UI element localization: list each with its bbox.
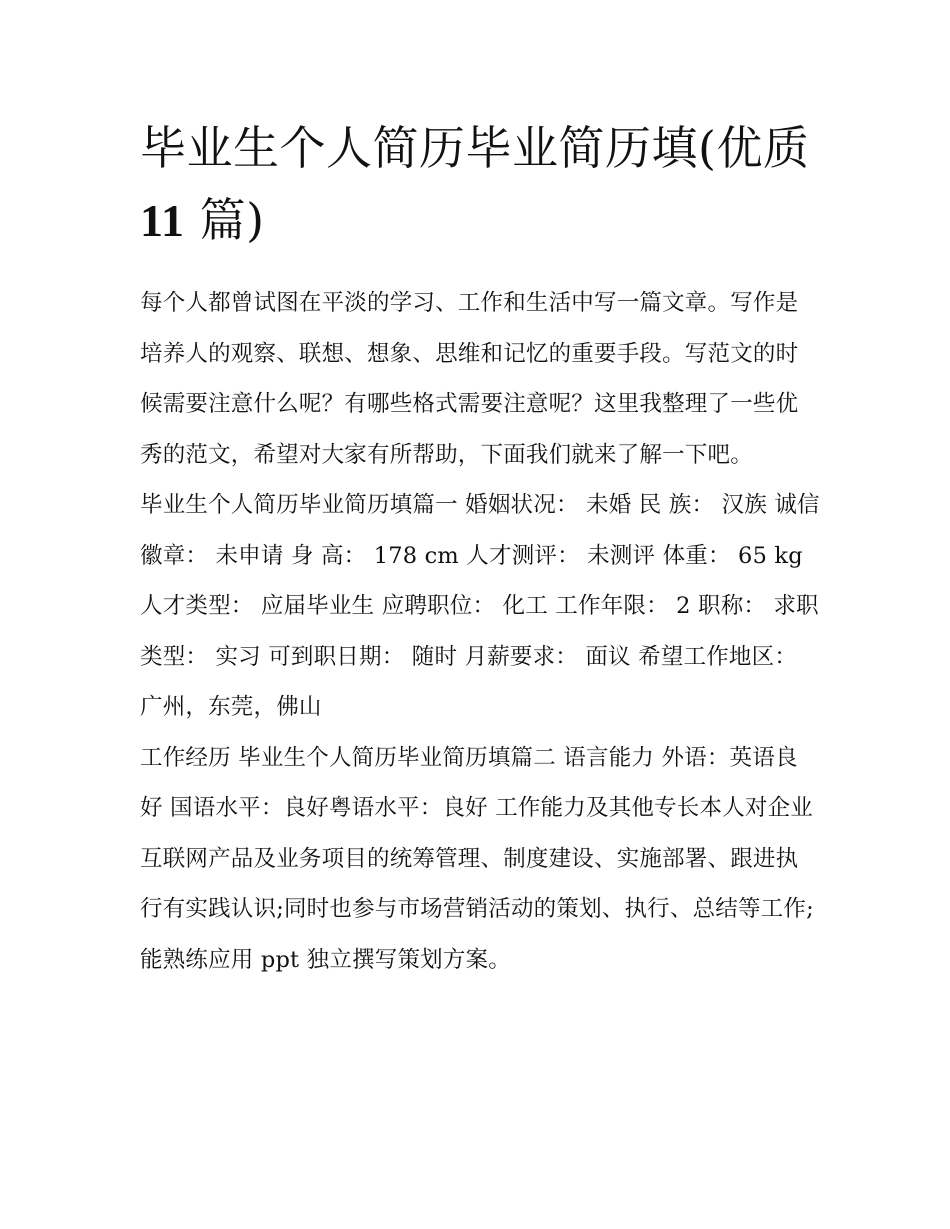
document-body — [140, 278, 820, 985]
paragraph-personal-info: 毕业生个人简历毕业简历填篇一 婚姻状况： 未婚 民 族： 汉族 诚信徽章： 未申请 身 高： 178 cm 人才测评： 未测评 体重： 65 kg — [140, 492, 820, 569]
title-number: 11 — [140, 195, 185, 246]
paragraph-work-experience: 工作经历 毕业生个人简历毕业简历填篇二 语言能力 外语：英语良好 国语水平：良好粤语水平：良好 工作能力及其他专长本人对企业互联网产品及业务项目的统筹管理、制度建设、实施部署、跟进执行有实践认识;同时也参与市场营销活动的策划、执行、总结等工作;能熟练应用 ppt 独立撰写策划方案。 — [140, 744, 814, 973]
paragraph-job-intention: 人才类型： 应届毕业生 应聘职位： 化工 工作年限： 2 职称： 求职类型： 实习 可到职日期： 随时 月薪要求： 面议 希望工作地区： 广州，东莞，佛山 — [140, 593, 819, 720]
document-title — [140, 112, 820, 257]
title-text-part1: 毕业生个人简历毕业简历填(优质 — [140, 121, 810, 175]
title-text-part2: 篇) — [199, 193, 265, 247]
paragraph-intro: 每个人都曾试图在平淡的学习、工作和生活中写一篇文章。写作是培养人的观察、联想、想象、思维和记忆的重要手段。写范文的时候需要注意什么呢？有哪些格式需要注意呢？这里我整理了一些优秀的范文，希望对大家有所帮助，下面我们就来了解一下吧。 — [140, 290, 799, 468]
